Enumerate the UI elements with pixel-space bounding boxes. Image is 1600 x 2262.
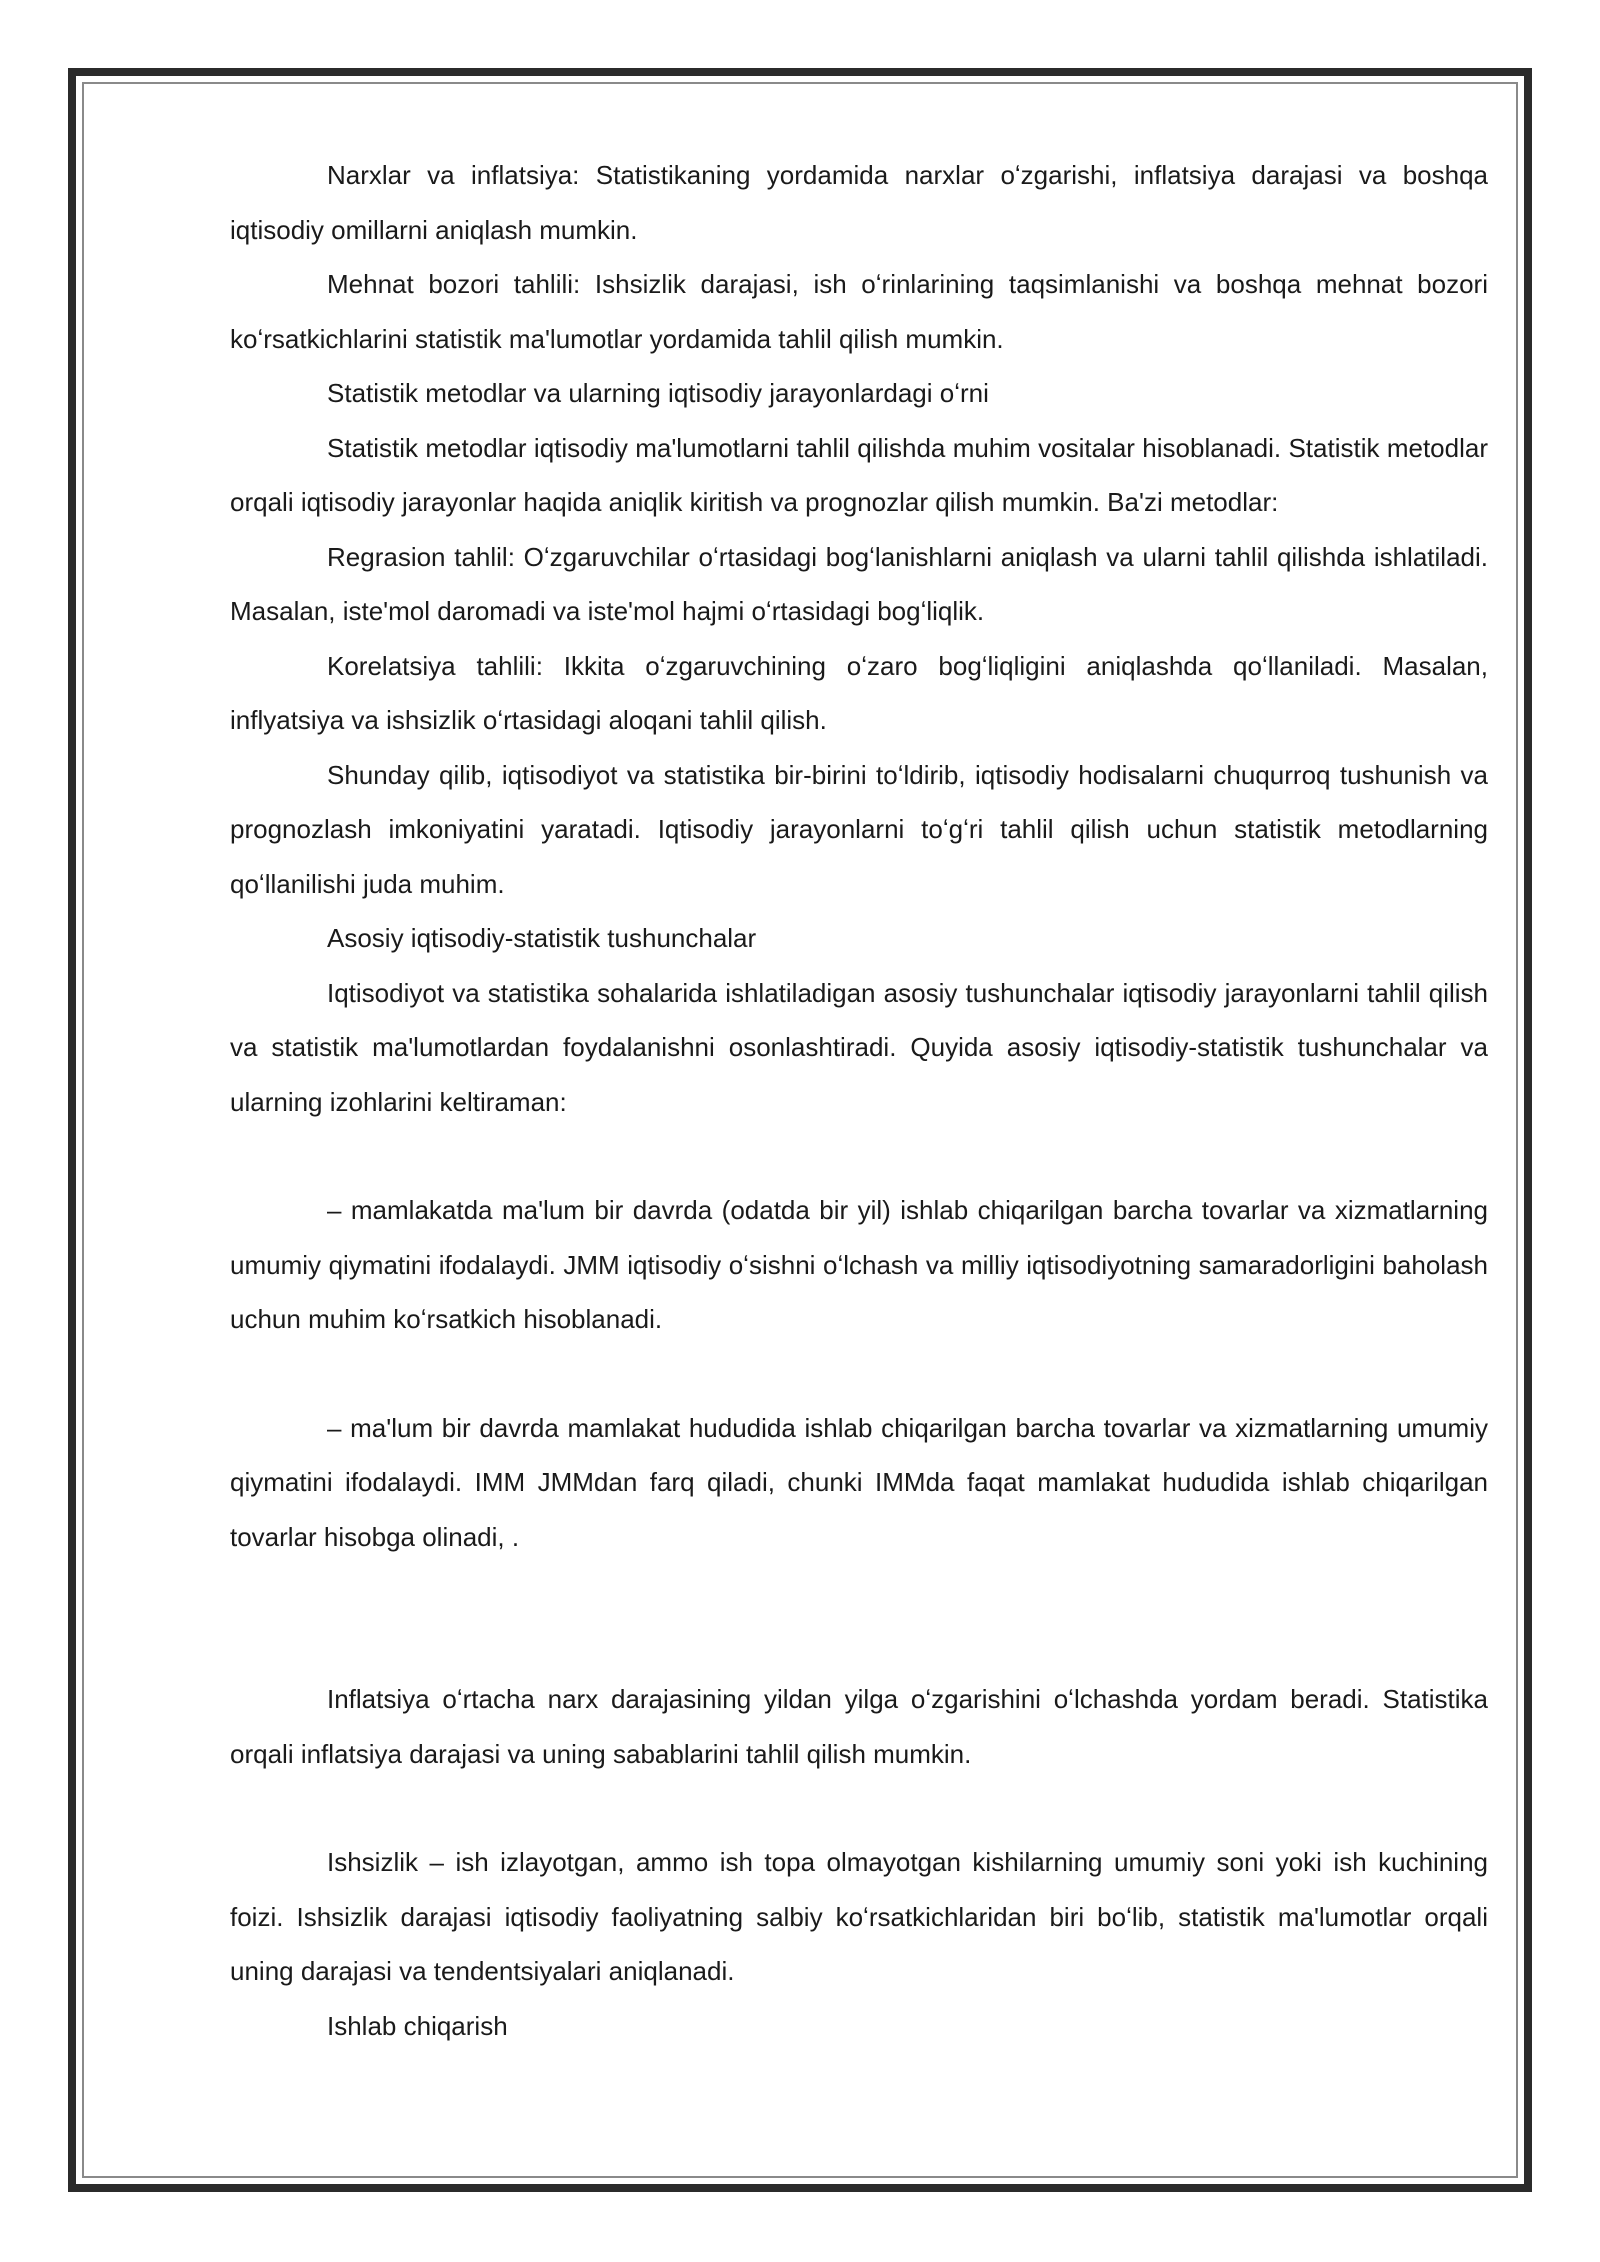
blank-line <box>230 1347 1488 1401</box>
paragraph-statistical-methods: Statistik metodlar iqtisodiy ma'lumotlarni tahlil qilishda muhim vositalar hisoblanadi. Statistik metodlar orqali iqtisodiy jarayonlar haqida aniqlik kiritish va prognozlar qilish mumkin. Ba'zi metodlar: <box>230 432 1488 517</box>
paragraph-conclusion: Shunday qilib, iqtisodiyot va statistika bir-birini toʻldirib, iqtisodiy hodisalarni chuqurroq tushunish va prognozlash imkoniyatini yaratadi. Iqtisodiy jarayonlarni toʻgʻri tahlil qilish uchun statistik metodlarning qoʻllanilishi juda muhim. <box>230 759 1488 899</box>
paragraph-unemployment: Ishsizlik – ish izlayotgan, ammo ish topa olmayotgan kishilarning umumiy soni yoki ish kuchining foizi. Ishsizlik darajasi iqtisodiy faoliyatning salbiy koʻrsatkichlaridan biri boʻlib, statistik ma'lumotlar orqali uning darajasi va tendentsiyalari aniqlanadi. <box>230 1847 1488 1986</box>
paragraph-correlation: Korelatsiya tahlili: Ikkita oʻzgaruvchining oʻzaro bogʻliqligini aniqlashda qoʻllaniladi. Masalan, inflyatsiya va ishsizlik oʻrtasidagi aloqani tahlil qilish. <box>230 650 1488 735</box>
blank-lines <box>230 1564 1488 1672</box>
paragraph-basic-concepts: Iqtisodiyot va statistika sohalarida ishlatiladigan asosiy tushunchalar iqtisodiy jarayonlarni tahlil qilish va statistik ma'lumotlardan foydalanishni osonlashtiradi. Quyida asosiy iqtisodiy-statistik tushunchalar va ularning izohlarini keltiraman: <box>230 977 1488 1117</box>
paragraph-domestic-product: – ma'lum bir davrda mamlakat hududida ishlab chiqarilgan barcha tovarlar va xizmatlarning umumiy qiymatini ifodalaydi. IMM JMMdan farq qiladi, chunki IMMda faqat mamlakat hududida ishlab chiqarilgan tovarlar hisobga olinadi, . <box>230 1412 1488 1552</box>
paragraph-regression: Regrasion tahlil: Oʻzgaruvchilar oʻrtasidagi bogʻlanishlarni aniqlash va ularni tahlil qilishda ishlatiladi. Masalan, iste'mol daromadi va iste'mol hajmi oʻrtasidagi bogʻliqlik. <box>230 541 1488 626</box>
paragraph-inflation: Inflatsiya oʻrtacha narx darajasining yildan yilga oʻzgarishini oʻlchashda yordam beradi. Statistika orqali inflatsiya darajasi va uning sabablarini tahlil qilish mumkin. <box>230 1684 1488 1769</box>
paragraph-prices-inflation: Narxlar va inflatsiya: Statistikaning yordamida narxlar oʻzgarishi, inflatsiya darajasi va boshqa iqtisodiy omillarni aniqlash mumkin. <box>230 160 1488 245</box>
paragraph-gdp: – mamlakatda ma'lum bir davrda (odatda bir yil) ishlab chiqarilgan barcha tovarlar va xizmatlarning umumiy qiymatini ifodalaydi. JMM iqtisodiy oʻsishni oʻlchash va milliy iqtisodiyotning samaradorligini baholash uchun muhim koʻrsatkich hisoblanadi. <box>230 1195 1488 1334</box>
heading-basic-concepts: Asosiy iqtisodiy-statistik tushunchalar <box>327 923 757 953</box>
document-body <box>230 148 1488 2053</box>
heading-statistical-methods: Statistik metodlar va ularning iqtisodiy jarayonlardagi oʻrni <box>327 378 989 408</box>
heading-production: Ishlab chiqarish <box>327 2010 508 2041</box>
paragraph-labor-market: Mehnat bozori tahlili: Ishsizlik darajasi, ish oʻrinlarining taqsimlanishi va boshqa mehnat bozori koʻrsatkichlarini statistik ma'lumotlar yordamida tahlil qilish mumkin. <box>230 269 1488 354</box>
blank-line <box>230 1781 1488 1835</box>
blank-line <box>230 1129 1488 1183</box>
